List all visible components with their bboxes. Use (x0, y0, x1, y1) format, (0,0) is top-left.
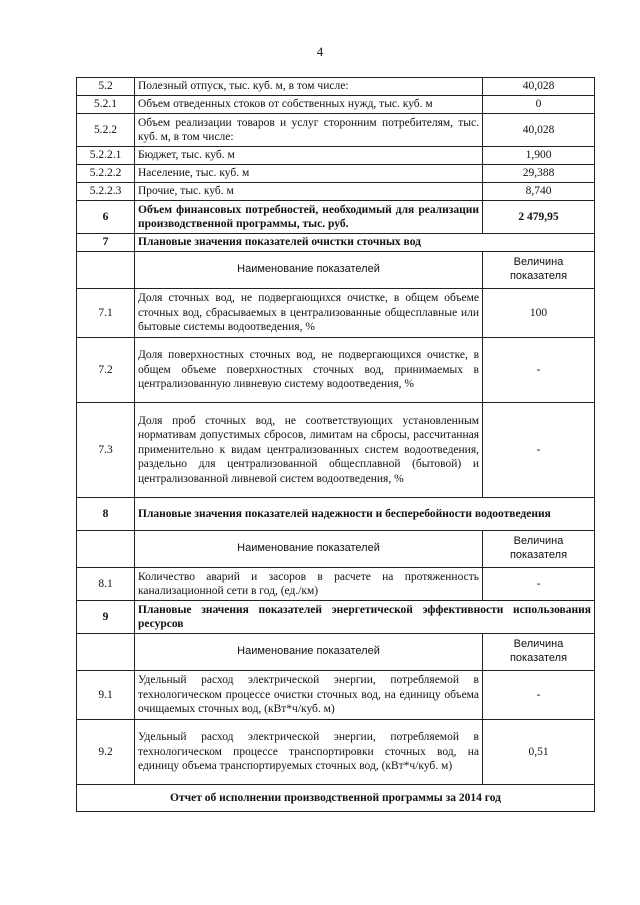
row-text: Объем реализации товаров и услуг сторонним потребителям, тыс. куб. м, в том числе: (135, 114, 483, 147)
empty-cell (77, 252, 135, 289)
row-number: 7.3 (77, 403, 135, 498)
row-text: Объем отведенных стоков от собственных нужд, тыс. куб. м (135, 96, 483, 114)
row-number: 7.1 (77, 289, 135, 338)
row-value: 40,028 (483, 78, 595, 96)
empty-cell (77, 531, 135, 568)
row-text: Полезный отпуск, тыс. куб. м, в том числе: (135, 78, 483, 96)
section-heading-row (77, 601, 595, 634)
row-value: 100 (483, 289, 595, 338)
row-text: Бюджет, тыс. куб. м (135, 147, 483, 165)
row-number: 5.2.1 (77, 96, 135, 114)
row-text: Население, тыс. куб. м (135, 165, 483, 183)
section-number: 9 (77, 601, 135, 634)
table-row (77, 114, 595, 147)
column-header-value: Величина показателя (483, 634, 595, 671)
row-value: - (483, 671, 595, 720)
row-text: Прочие, тыс. куб. м (135, 183, 483, 201)
report-title: Отчет об исполнении производственной программы за 2014 год (77, 785, 595, 812)
section-number: 8 (77, 498, 135, 531)
column-header-value: Величина показателя (483, 252, 595, 289)
section-title: Плановые значения показателей надежности и бесперебойности водоотведения (135, 498, 595, 531)
table-row (77, 568, 595, 601)
row-text: Количество аварий и засоров в расчете на протяженность канализационной сети в год, (ед./км) (135, 568, 483, 601)
table-row (77, 720, 595, 785)
row-number: 5.2.2.2 (77, 165, 135, 183)
row-number: 9.1 (77, 671, 135, 720)
section-heading-row (77, 498, 595, 531)
row-number: 5.2 (77, 78, 135, 96)
section-title: Плановые значения показателей очистки сточных вод (135, 234, 595, 252)
table-row (77, 147, 595, 165)
table-row (77, 96, 595, 114)
row-value: 29,388 (483, 165, 595, 183)
footer-title-row (77, 785, 595, 812)
row-number: 8.1 (77, 568, 135, 601)
program-table (76, 77, 595, 812)
row-number: 6 (77, 201, 135, 234)
table-row (77, 183, 595, 201)
column-header-name: Наименование показателей (135, 531, 483, 568)
table-row (77, 671, 595, 720)
table-row (77, 289, 595, 338)
row-value: - (483, 338, 595, 403)
table-row (77, 201, 595, 234)
row-value: 8,740 (483, 183, 595, 201)
section-number: 7 (77, 234, 135, 252)
row-value: 2 479,95 (483, 201, 595, 234)
page-number: 4 (316, 44, 324, 59)
row-text: Доля поверхностных сточных вод, не подвергающихся очистке, в общем объеме поверхностных сточных вод, принимаемых в централизованную ливневую систему водоотведения, % (135, 338, 483, 403)
row-value: - (483, 403, 595, 498)
table-row (77, 78, 595, 96)
row-text: Доля сточных вод, не подвергающихся очистке, в общем объеме сточных вод, сбрасываемых в централизованные общесплавные или бытовые системы водоотведения, % (135, 289, 483, 338)
row-value: 0,51 (483, 720, 595, 785)
section-heading-row (77, 234, 595, 252)
row-value: - (483, 568, 595, 601)
column-header-row (77, 252, 595, 289)
row-number: 5.2.2.1 (77, 147, 135, 165)
row-number: 7.2 (77, 338, 135, 403)
row-value: 1,900 (483, 147, 595, 165)
row-text: Удельный расход электрической энергии, потребляемой в технологическом процессе транспортировки сточных вод, на единицу объема транспортируемых сточных вод, (кВт*ч/куб. м) (135, 720, 483, 785)
row-number: 5.2.2.3 (77, 183, 135, 201)
empty-cell (77, 634, 135, 671)
column-header-name: Наименование показателей (135, 634, 483, 671)
row-number: 9.2 (77, 720, 135, 785)
row-text: Доля проб сточных вод, не соответствующих установленным нормативам допустимых сбросов, лимитам на сбросы, рассчитанная применительно к видам централизованных систем водоотведения, раздельно для централизованной общесплавной (бытовой) и централизованной ливневой систем водоотведения, % (135, 403, 483, 498)
row-text: Удельный расход электрической энергии, потребляемой в технологическом процессе очистки сточных вод, на единицу объема очищаемых сточных вод, (кВт*ч/куб. м) (135, 671, 483, 720)
row-number: 5.2.2 (77, 114, 135, 147)
column-header-row (77, 531, 595, 568)
table-row (77, 165, 595, 183)
section-title: Плановые значения показателей энергетической эффективности использования ресурсов (135, 601, 595, 634)
row-value: 40,028 (483, 114, 595, 147)
table-row (77, 403, 595, 498)
row-text: Объем финансовых потребностей, необходимый для реализации производственной программы, тыс. руб. (135, 201, 483, 234)
column-header-row (77, 634, 595, 671)
column-header-name: Наименование показателей (135, 252, 483, 289)
column-header-value: Величина показателя (483, 531, 595, 568)
row-value: 0 (483, 96, 595, 114)
table-row (77, 338, 595, 403)
